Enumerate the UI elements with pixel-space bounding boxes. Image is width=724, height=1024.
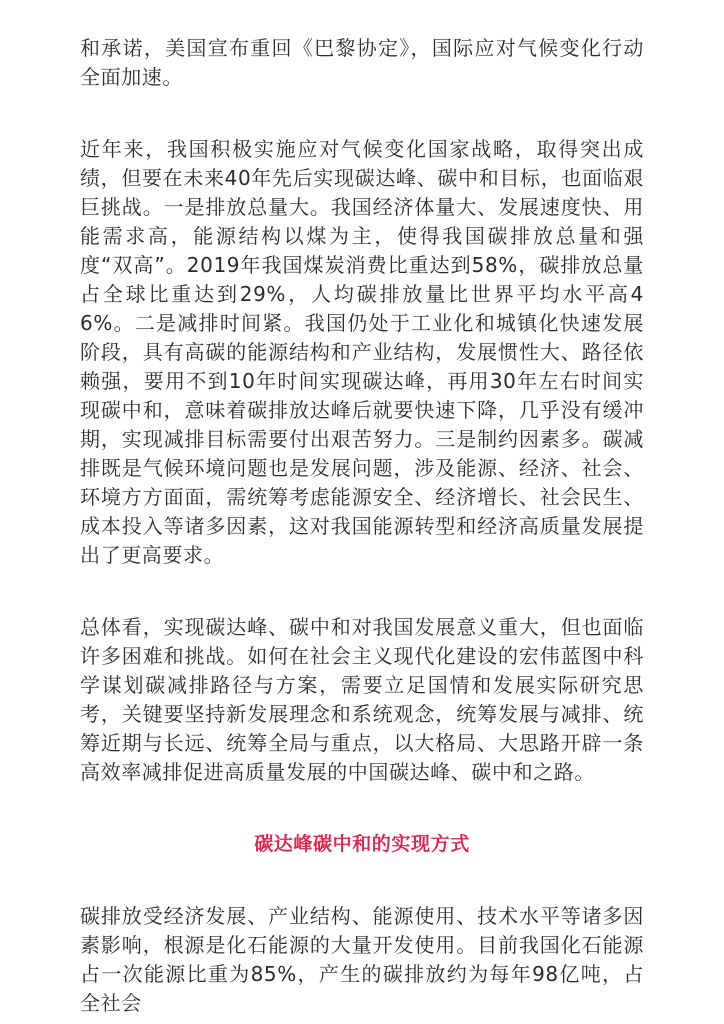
article-paragraph-3: 总体看，实现碳达峰、碳中和对我国发展意义重大，但也面临许多困难和挑战。如何在社会主义现代化建设的宏伟蓝图中科学谋划碳减排路径与方案，需要立足国情和发展实际研究思考，关键要坚持新发展理念和系统观念，统筹发展与减排、统筹近期与长远、统筹全局与重点，以大格局、大思路开辟一条高效率减排促进高质量发展的中国碳达峰、碳中和之路。	[80, 615, 644, 784]
paragraph-spacer	[80, 859, 644, 902]
paragraph-spacer	[80, 787, 644, 830]
paragraph-spacer	[80, 570, 644, 613]
article-paragraph-2: 近年来，我国积极实施应对气候变化国家战略，取得突出成绩，但要在未来40年先后实现碳达峰、碳中和目标，也面临艰巨挑战。一是排放总量大。我国经济体量大、发展速度快、用能需求高，能源结构以煤为主，使得我国碳排放总量和强度“双高”。2019年我国煤炭消费比重达到58%，碳排放总量占全球比重达到29%，人均碳排放量比世界平均水平高46%。二是减排时间紧。我国仍处于工业化和城镇化快速发展阶段，具有高碳的能源结构和产业结构，发展惯性大、路径依赖强，要用不到10年时间实现碳达峰，再用30年左右时间实现碳中和，意味着碳排放达峰后就要快速下降，几乎没有缓冲期，实现减排目标需要付出艰苦努力。三是制约因素多。碳减排既是气候环境问题也是发展问题，涉及能源、经济、社会、环境方方面面，需统筹考虑能源安全、经济增长、社会民生、成本投入等诸多因素，这对我国能源转型和经济高质量发展提出了更高要求。	[80, 137, 644, 567]
paragraph-spacer	[80, 92, 644, 135]
article-body	[80, 34, 644, 1018]
article-paragraph-1: 和承诺，美国宣布重回《巴黎协定》，国际应对气候变化行动全面加速。	[80, 36, 644, 89]
section-heading: 碳达峰碳中和的实现方式	[254, 833, 470, 855]
article-paragraph-4: 碳排放受经济发展、产业结构、能源使用、技术水平等诸多因素影响，根源是化石能源的大量开发使用。目前我国化石能源占一次能源比重为85%，产生的碳排放约为每年98亿吨，占全社会	[80, 904, 644, 1015]
